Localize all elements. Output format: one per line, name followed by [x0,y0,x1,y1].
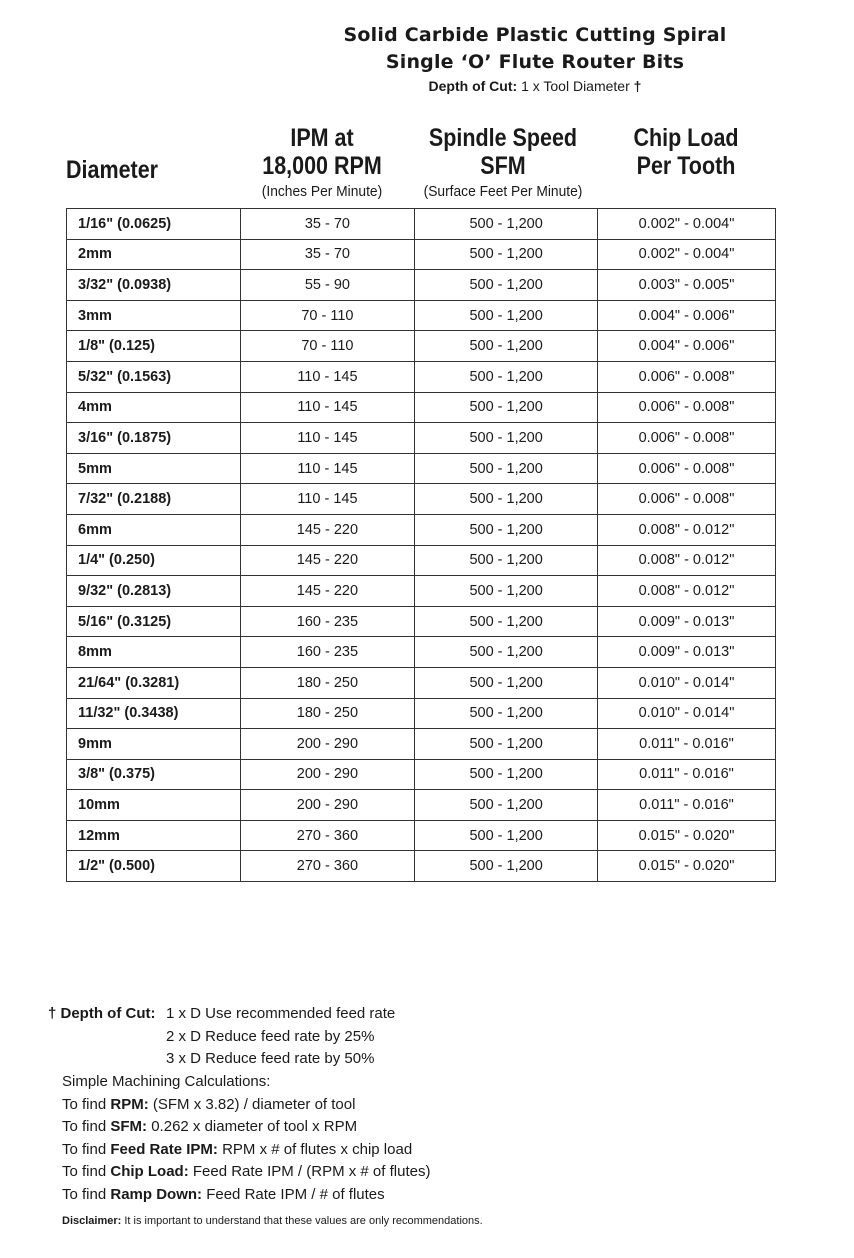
disclaimer-text: It is important to understand that these values are only recommendations. [121,1215,483,1227]
ipm-cell: 110 - 145 [240,361,415,392]
chip-load-cell: 0.002" - 0.004" [598,209,776,240]
depth-of-cut-line [250,78,820,94]
ipm-cell: 110 - 145 [240,484,415,515]
depth-of-cut-value: 1 x Tool Diameter [517,78,634,94]
ipm-cell: 70 - 110 [240,300,415,331]
table-row [67,300,776,331]
ipm-cell: 200 - 290 [240,790,415,821]
diameter-cell: 9/32" (0.2813) [67,576,241,607]
ipm-cell: 35 - 70 [240,239,415,270]
speeds-feeds-table [66,208,776,882]
table-row [67,239,776,270]
header-spindle-line2: SFM [480,152,526,180]
calc-line: To find Feed Rate IPM: RPM x # of flutes x chip load [62,1140,413,1158]
header-chip-line1: Chip Load [633,124,739,152]
sfm-cell: 500 - 1,200 [415,423,598,454]
diameter-cell: 6mm [67,514,241,545]
chip-load-cell: 0.011" - 0.016" [598,790,776,821]
header-ipm-sub: (Inches Per Minute) [261,183,383,200]
table-row [67,729,776,760]
table-row [67,331,776,362]
ipm-cell: 145 - 220 [240,576,415,607]
chip-load-cell: 0.009" - 0.013" [598,606,776,637]
diameter-cell: 1/8" (0.125) [67,331,241,362]
header-spindle-line1: Spindle Speed [428,124,578,152]
ipm-cell: 145 - 220 [240,514,415,545]
chip-load-cell: 0.006" - 0.008" [598,484,776,515]
disclaimer [62,1215,483,1227]
ipm-cell: 110 - 145 [240,453,415,484]
disclaimer-label: Disclaimer: [62,1215,122,1227]
depth-of-cut-label: Depth of Cut: [428,78,518,94]
sfm-cell: 500 - 1,200 [415,820,598,851]
ipm-cell: 160 - 235 [240,637,415,668]
diameter-cell: 5mm [67,453,241,484]
table-row [67,759,776,790]
sfm-cell: 500 - 1,200 [415,361,598,392]
sfm-cell: 500 - 1,200 [415,209,598,240]
sfm-cell: 500 - 1,200 [415,759,598,790]
ipm-cell: 200 - 290 [240,759,415,790]
chip-load-cell: 0.008" - 0.012" [598,545,776,576]
ipm-cell: 70 - 110 [240,331,415,362]
chip-load-cell: 0.003" - 0.005" [598,270,776,301]
diameter-cell: 5/32" (0.1563) [67,361,241,392]
sfm-cell: 500 - 1,200 [415,270,598,301]
calc-heading: Simple Machining Calculations: [62,1073,271,1090]
diameter-cell: 11/32" (0.3438) [67,698,241,729]
chip-load-cell: 0.011" - 0.016" [598,729,776,760]
header-spindle-sub: (Surface Feet Per Minute) [423,183,583,200]
diameter-cell: 9mm [67,729,241,760]
diameter-cell: 3/8" (0.375) [67,759,241,790]
chip-load-cell: 0.006" - 0.008" [598,361,776,392]
sfm-cell: 500 - 1,200 [415,729,598,760]
diameter-cell: 1/16" (0.0625) [67,209,241,240]
chip-load-cell: 0.015" - 0.020" [598,851,776,882]
ipm-cell: 160 - 235 [240,606,415,637]
note-line: 1 x D Use recommended feed rate [166,1005,396,1022]
table-row [67,453,776,484]
diameter-cell: 3/32" (0.0938) [67,270,241,301]
table-row [67,576,776,607]
calc-line: To find Ramp Down: Feed Rate IPM / # of flutes [62,1185,385,1203]
sfm-cell: 500 - 1,200 [415,300,598,331]
ipm-cell: 180 - 250 [240,698,415,729]
diameter-cell: 4mm [67,392,241,423]
diameter-cell: 7/32" (0.2188) [67,484,241,515]
table-row [67,637,776,668]
note-line: 2 x D Reduce feed rate by 25% [166,1027,375,1045]
table-row [67,545,776,576]
chip-load-cell: 0.015" - 0.020" [598,820,776,851]
chip-load-cell: 0.008" - 0.012" [598,514,776,545]
table-row [67,484,776,515]
sfm-cell: 500 - 1,200 [415,667,598,698]
table-row [67,423,776,454]
diameter-cell: 12mm [67,820,241,851]
ipm-cell: 270 - 360 [240,820,415,851]
sfm-cell: 500 - 1,200 [415,331,598,362]
header-diameter [66,156,206,184]
ipm-cell: 110 - 145 [240,392,415,423]
sfm-cell: 500 - 1,200 [415,514,598,545]
chip-load-cell: 0.006" - 0.008" [598,392,776,423]
sfm-cell: 500 - 1,200 [415,545,598,576]
diameter-cell: 5/16" (0.3125) [67,606,241,637]
diameter-cell: 1/2" (0.500) [67,851,241,882]
calc-line: To find Chip Load: Feed Rate IPM / (RPM x # of flutes) [62,1163,431,1180]
chip-load-cell: 0.009" - 0.013" [598,637,776,668]
title-block [250,22,820,94]
notes-depth-label: † Depth of Cut: [48,1005,156,1022]
table-row [67,270,776,301]
sfm-cell: 500 - 1,200 [415,576,598,607]
diameter-cell: 1/4" (0.250) [67,545,241,576]
chip-load-cell: 0.010" - 0.014" [598,667,776,698]
page-subtitle: Single ‘O’ Flute Router Bits [385,51,685,73]
table-row [67,851,776,882]
ipm-cell: 180 - 250 [240,667,415,698]
diameter-cell: 3/16" (0.1875) [67,423,241,454]
sfm-cell: 500 - 1,200 [415,606,598,637]
calc-line: To find SFM: 0.262 x diameter of tool x RPM [62,1118,358,1135]
table-row [67,361,776,392]
table-row [67,606,776,637]
chip-load-cell: 0.004" - 0.006" [598,331,776,362]
table-row [67,392,776,423]
note-line: 3 x D Reduce feed rate by 50% [166,1050,375,1067]
header-chip-load [596,124,776,180]
sfm-cell: 500 - 1,200 [415,239,598,270]
diameter-cell: 21/64" (0.3281) [67,667,241,698]
chip-load-cell: 0.008" - 0.012" [598,576,776,607]
table-row [67,209,776,240]
chip-load-cell: 0.006" - 0.008" [598,453,776,484]
table-row [67,514,776,545]
diameter-cell: 8mm [67,637,241,668]
table-row [67,790,776,821]
diameter-cell: 2mm [67,239,241,270]
ipm-cell: 55 - 90 [240,270,415,301]
sfm-cell: 500 - 1,200 [415,851,598,882]
table-row [67,667,776,698]
diameter-cell: 10mm [67,790,241,821]
chip-load-cell: 0.004" - 0.006" [598,300,776,331]
header-ipm-line2: 18,000 RPM [262,152,382,180]
sfm-cell: 500 - 1,200 [415,484,598,515]
page-title: Solid Carbide Plastic Cutting Spiral [343,24,727,46]
sfm-cell: 500 - 1,200 [415,790,598,821]
chip-load-cell: 0.002" - 0.004" [598,239,776,270]
ipm-cell: 110 - 145 [240,423,415,454]
sfm-cell: 500 - 1,200 [415,698,598,729]
sfm-cell: 500 - 1,200 [415,637,598,668]
chip-load-cell: 0.010" - 0.014" [598,698,776,729]
sfm-cell: 500 - 1,200 [415,453,598,484]
ipm-cell: 200 - 290 [240,729,415,760]
diameter-cell: 3mm [67,300,241,331]
ipm-cell: 270 - 360 [240,851,415,882]
sfm-cell: 500 - 1,200 [415,392,598,423]
chip-load-cell: 0.011" - 0.016" [598,759,776,790]
table-row [67,698,776,729]
dagger-mark: † [633,78,642,94]
chip-load-cell: 0.006" - 0.008" [598,423,776,454]
header-ipm [232,124,412,202]
header-diameter-label: Diameter [66,156,159,184]
ipm-cell: 145 - 220 [240,545,415,576]
header-chip-line2: Per Tooth [636,152,736,180]
ipm-cell: 35 - 70 [240,209,415,240]
calc-line: To find RPM: (SFM x 3.82) / diameter of tool [62,1095,356,1113]
header-spindle [404,124,602,202]
table-row [67,820,776,851]
header-ipm-line1: IPM at [290,124,354,152]
machining-calculations [62,1071,430,1206]
